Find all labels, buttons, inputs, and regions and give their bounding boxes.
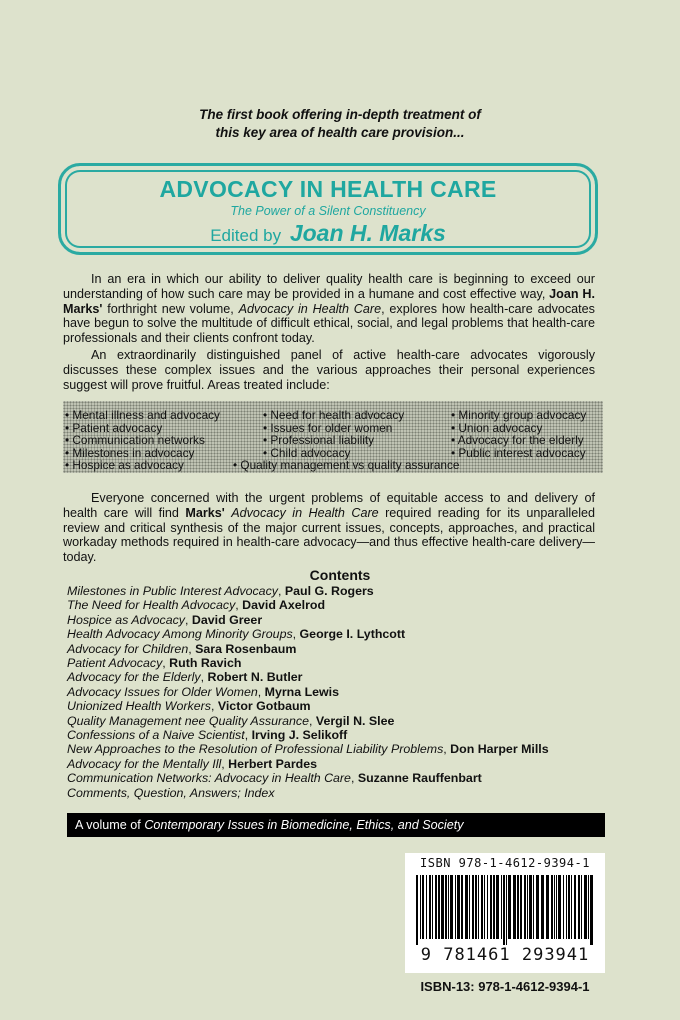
contents-item-title: Advocacy for Children: [67, 641, 189, 656]
closing-e: required reading for its unparalleled review and critical synthesis of the major current issues, concepts, approaches, and practical workaday methods required in health-care advocacy—and thus effective health-care delivery—today.: [63, 505, 596, 565]
contents-item-author: Herbert Pardes: [228, 756, 317, 771]
contents-item-author: Don Harper Mills: [450, 742, 549, 757]
intro-p1-d: Advocacy in Health Care: [238, 301, 382, 316]
area-item: • Advocacy for the elderly: [451, 433, 584, 448]
area-item: • Professional liability: [263, 433, 375, 448]
area-item: • Issues for older women: [263, 420, 393, 435]
contents-item-author: Myrna Lewis: [264, 684, 340, 699]
contents-item-author: Vergil N. Slee: [315, 713, 395, 728]
intro-p1-a: In an era in which our ability to deliver quality health care is beginning to exceed our understanding of how such care may be provided in a humane and cost effective way,: [63, 272, 595, 301]
contents-item-author: Paul G. Rogers: [284, 584, 374, 598]
areas-column-2: [263, 409, 404, 459]
area-item: • Child advocacy: [263, 445, 351, 460]
intro-text: [63, 272, 595, 392]
area-item: • Quality management vs quality assurance: [233, 458, 460, 472]
contents-item-title: Health Advocacy Among Minority Groups: [67, 627, 293, 642]
contents-item-title: Unionized Health Workers: [67, 699, 211, 714]
tagline-line-1: The first book offering in-depth treatment of: [199, 107, 481, 122]
isbn-top-label: ISBN 978-1-4612-9394-1: [420, 856, 590, 870]
contents-item: New Approaches to the Resolution of Professional Liability Problems, Don Harper Mills: [67, 742, 549, 757]
contents-item: Advocacy for the Elderly, Robert N. Butler: [67, 670, 303, 685]
contents-item: Hospice as Advocacy, David Greer: [67, 612, 263, 627]
contents-item: Advocacy for Children, Sara Rosenbaum: [67, 641, 297, 656]
closing-paragraph: [63, 491, 595, 565]
contents-item: Quality Management nee Quality Assurance, Vergil N. Slee: [67, 713, 395, 728]
area-item: • Union advocacy: [451, 420, 543, 435]
area-item: • Mental illness and advocacy: [65, 408, 220, 422]
intro-p1-c: forthright new volume,: [102, 301, 239, 316]
book-subtitle: The Power of a Silent Constituency: [230, 204, 426, 218]
contents-item-author: Sara Rosenbaum: [195, 641, 297, 656]
intro-p1-b: Joan H. Marks': [63, 286, 595, 316]
intro-paragraph-1: [63, 272, 595, 346]
editor-name: Joan H. Marks: [289, 220, 446, 246]
contents-item: Communication Networks: Advocacy in Health Care, Suzanne Rauffenbart: [67, 771, 482, 786]
contents-item: Advocacy Issues for Older Women, Myrna Lewis: [67, 684, 340, 699]
barcode-digits: 9 781461 293941: [420, 945, 590, 965]
area-item: • Communication networks: [65, 433, 205, 448]
contents-item-title: Quality Management nee Quality Assurance: [67, 713, 309, 728]
contents-item-author: Irving J. Selikoff: [251, 728, 348, 743]
areas-treated-box: [63, 401, 603, 473]
tagline-line-2: this key area of health care provision...: [215, 125, 465, 140]
contents-item: Confessions of a Naive Scientist, Irving J. Selikoff: [67, 728, 348, 743]
areas-column-1: [65, 409, 220, 472]
area-item: • Public interest advocacy: [451, 445, 586, 460]
contents-item: Health Advocacy Among Minority Groups, George I. Lythcott: [67, 627, 406, 642]
editor-line: [61, 220, 595, 247]
contents-item-title: Advocacy for the Mentally Ill: [67, 756, 222, 771]
isbn-13-label: ISBN-13: 978-1-4612-9394-1: [420, 979, 590, 994]
closing-a: Everyone concerned with the urgent problems of equitable access to and delivery of health care will find: [63, 491, 595, 520]
area-item: • Need for health advocacy: [263, 408, 405, 422]
closing-b: Marks': [185, 505, 225, 520]
contents-item-title: Communication Networks: Advocacy in Health Care: [67, 771, 351, 786]
closing-text: [63, 491, 595, 565]
area-item: • Hospice as advocacy: [65, 458, 184, 473]
series-name: Contemporary Issues in Biomedicine, Ethics, and Society: [144, 818, 464, 832]
contents-list: [67, 584, 607, 800]
contents-item: [67, 786, 607, 800]
area-item: • Patient advocacy: [65, 420, 163, 435]
contents-heading: Contents: [309, 567, 371, 583]
book-title: ADVOCACY IN HEALTH CARE: [159, 176, 497, 202]
contents-item-author: Suzanne Rauffenbart: [357, 771, 482, 786]
contents-item-author: David Greer: [191, 612, 263, 627]
contents-item-author: Victor Gotbaum: [217, 699, 311, 714]
contents-item: Advocacy for the Mentally Ill, Herbert Pardes: [67, 756, 317, 771]
contents-item: Patient Advocacy, Ruth Ravich: [67, 656, 242, 671]
tagline: [0, 106, 680, 142]
contents-item: The Need for Health Advocacy, David Axelrod: [67, 598, 326, 613]
series-prefix: A volume of: [75, 818, 145, 832]
areas-column-3: [451, 409, 586, 459]
title-box: [58, 163, 598, 255]
contents-item-author: George I. Lythcott: [299, 627, 406, 642]
contents-item-title: Confessions of a Naive Scientist: [67, 728, 245, 743]
contents-item-title: Comments, Question, Answers; Index: [67, 785, 275, 800]
contents-item-title: Patient Advocacy: [67, 656, 163, 671]
contents-item: Milestones in Public Interest Advocacy, Paul G. Rogers: [67, 584, 374, 598]
contents-item-title: Advocacy for the Elderly: [67, 670, 201, 685]
contents-item-title: Hospice as Advocacy: [67, 612, 185, 627]
intro-paragraph-2: An extraordinarily distinguished panel of active health-care advocates vigorously discusses these complex issues and the various approaches their personal experiences suggest will prove fruitful. Areas treated include:: [63, 347, 595, 392]
barcode-icon: [414, 875, 596, 945]
intro-p1-e: , explores how health-care advocates have begun to solve the multitude of difficult ethical, social, and legal problems that health-care professionals and their clients confront today.: [63, 301, 595, 346]
contents-item-author: David Axelrod: [242, 598, 326, 613]
contents-item-author: Robert N. Butler: [207, 670, 303, 685]
contents-item-title: Milestones in Public Interest Advocacy: [67, 584, 278, 598]
contents-item: Unionized Health Workers, Victor Gotbaum: [67, 699, 311, 714]
contents-item-title: New Approaches to the Resolution of Professional Liability Problems: [67, 742, 444, 757]
closing-d: Advocacy in Health Care: [231, 505, 379, 520]
edited-by-label: Edited by: [210, 226, 282, 245]
series-banner: [67, 813, 605, 837]
contents-item-title: The Need for Health Advocacy: [67, 598, 236, 613]
contents-item-title: Advocacy Issues for Older Women: [67, 684, 258, 699]
area-item: • Milestones in advocacy: [65, 445, 195, 460]
contents-item-author: Ruth Ravich: [169, 656, 242, 671]
area-item: • Minority group advocacy: [451, 408, 587, 422]
barcode-box: [405, 853, 605, 973]
